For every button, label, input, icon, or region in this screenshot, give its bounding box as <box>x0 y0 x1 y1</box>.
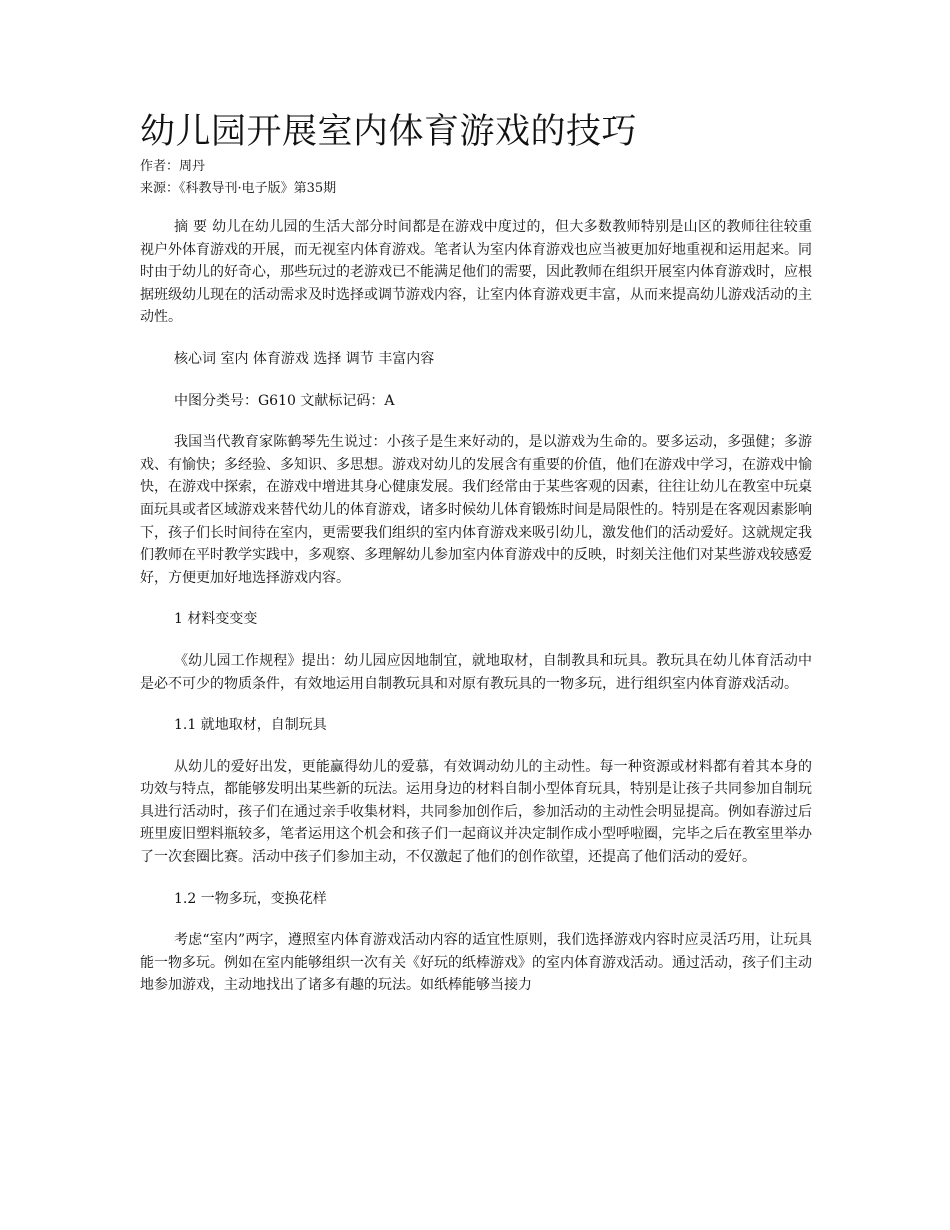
article-author: 作者：周丹 <box>140 159 206 174</box>
article <box>140 108 812 997</box>
body-paragraph: 考虑“室内”两字，遵照室内体育游戏活动内容的适宜性原则，我们选择游戏内容时应灵活巧用，让玩具能一物多玩。例如在室内能够组织一次有关《好玩的纸棒游戏》的室内体育游戏活动。通过活动，孩子们主动地参加游戏，主动地找出了诸多有趣的玩法。如纸棒能够当接力 <box>140 932 812 994</box>
classification-paragraph: 中图分类号：G610 文献标记码：A <box>174 392 395 409</box>
body-paragraph: 从幼儿的爱好出发，更能赢得幼儿的爱慕，有效调动幼儿的主动性。每一种资源或材料都有着其本身的功效与特点，都能够发明出某些新的玩法。运用身边的材料自制小型体育玩具，特别是让孩子共同参加自制玩具进行活动时，孩子们在通过亲手收集材料，共同参加创作后，参加活动的主动性会明显提高。例如春游过后班里废旧塑料瓶较多，笔者运用这个机会和孩子们一起商议并决定制作成小型呼啦圈，完毕之后在教室里举办了一次套圈比赛。活动中孩子们参加主动，不仅激起了他们的创作欲望，还提高了他们活动的爱好。 <box>140 758 812 866</box>
subsection-heading: 1.1 就地取材，自制玩具 <box>174 717 327 734</box>
body-paragraph: 我国当代教育家陈鹤琴先生说过：小孩子是生来好动的，是以游戏为生命的。要多运动，多强健；多游戏、有愉快；多经验、多知识、多思想。游戏对幼儿的发展含有重要的价值，他们在游戏中学习，在游戏中愉快，在游戏中探索，在游戏中增进其身心健康发展。我们经常由于某些客观的因素，往往让幼儿在教室中玩桌面玩具或者区域游戏来替代幼儿的体育游戏，诸多时候幼儿体育锻炼时间是局限性的。特别是在客观因素影响下，孩子们长时间待在室内，更需要我们组织的室内体育游戏来吸引幼儿，激发他们的活动爱好。这就规定我们教师在平时教学实践中，多观察、多理解幼儿参加室内体育游戏中的反映，时刻关注他们对某些游戏较感爱好，方便更加好地选择游戏内容。 <box>140 434 812 586</box>
body-paragraph: 《幼儿园工作规程》提出：幼儿园应因地制宜，就地取材，自制教具和玩具。教玩具在幼儿体育活动中是必不可少的物质条件，有效地运用自制教玩具和对原有教玩具的一物多玩，进行组织室内体育游戏活动。 <box>140 652 812 692</box>
keywords-paragraph: 核心词 室内 体育游戏 选择 调节 丰富内容 <box>174 350 435 367</box>
section-heading: 1 材料变变变 <box>174 611 258 628</box>
abstract-paragraph: 摘 要 幼儿在幼儿园的生活大部分时间都是在游戏中度过的，但大多数教师特别是山区的教师往往较重视户外体育游戏的开展，而无视室内体育游戏。笔者认为室内体育游戏也应当被更加好地重视和运用起来。同时由于幼儿的好奇心，那些玩过的老游戏已不能满足他们的需要，因此教师在组织开展室内体育游戏时，应根据班级幼儿现在的活动需求及时选择或调节游戏内容，让室内体育游戏更丰富，从而来提高幼儿游戏活动的主动性。 <box>140 219 812 326</box>
subsection-heading: 1.2 一物多玩，变换花样 <box>174 890 327 907</box>
article-title: 幼儿园开展室内体育游戏的技巧 <box>140 112 638 152</box>
article-source: 来源：《科教导刊·电子版》第35期 <box>140 181 337 196</box>
